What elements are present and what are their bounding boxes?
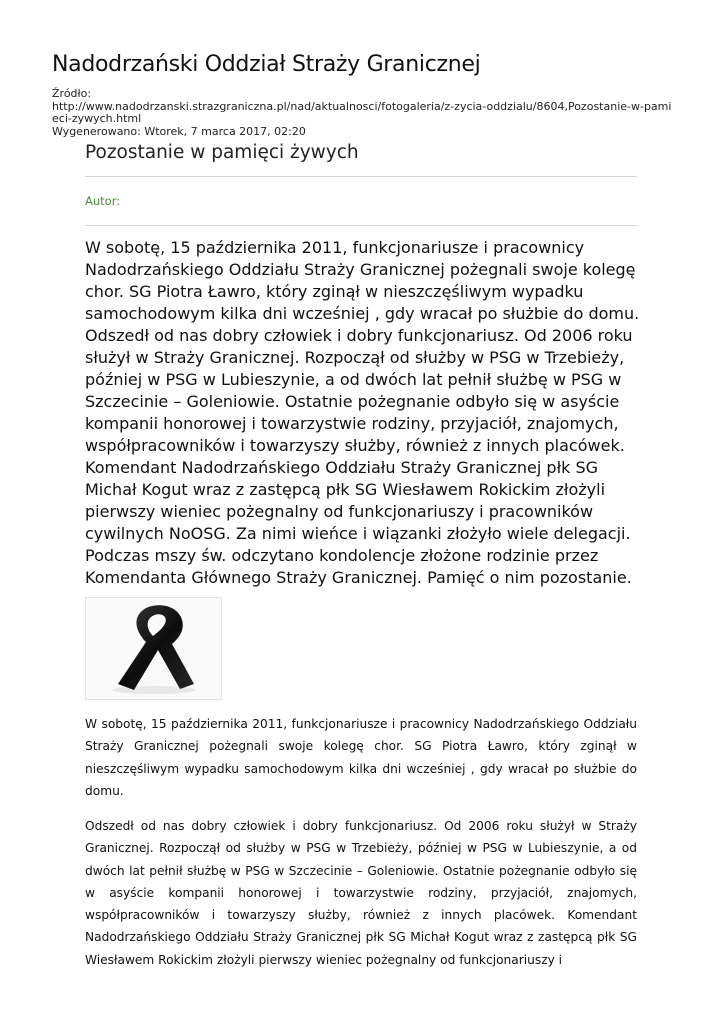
divider-bottom [85,225,637,226]
author-label: Autor: [85,194,121,208]
article-title: Pozostanie w pamięci żywych [85,142,359,163]
divider-top [85,176,637,177]
site-title: Nadodrzański Oddział Straży Granicznej [52,52,481,77]
article-lead: W sobotę, 15 października 2011, funkcjonariusze i pracownicy Nadodrzańskiego Oddziału Straży Granicznej pożegnali swoje kolegę chor. SG Piotra Ławro, który zginął w nieszczęśliwym wypadku samochodowym kilka dni wcześniej , gdy wracał po służbie do domu. Odszedł od nas dobry człowiek i dobry funkcjonariusz. Od 2006 roku służył w Straży Granicznej. Rozpoczął od służby w PSG w Trzebieży, później w PSG w Lubieszynie, a od dwóch lat pełnił służbę w PSG w Szczecinie – Goleniowie. Ostatnie pożegnanie odbyło się w asyście kompanii honorowej i towarzystwie rodziny, przyjaciół, znajomych, współpracowników i towarzyszy służby, również z innych placówek. Komendant Nadodrzańskiego Oddziału Straży Granicznej płk SG Michał Kogut wraz z zastępcą płk SG Wiesławem Rokickim złożyli pierwszy wieniec pożegnalny od funkcjonariuszy i pracowników cywilnych NoOSG. Za nimi wieńce i wiązanki złożyło wiele delegacji. Podczas mszy św. odczytano kondolencje złożone rodzinie przez Komendanta Głównego Straży Granicznej. Pamięć o nim pozostanie. [85,238,640,587]
article-paragraph-2: Odszedł od nas dobry człowiek i dobry funkcjonariusz. Od 2006 roku służył w Straży Granicznej. Rozpoczął od służby w PSG w Trzebieży, później w PSG w Lubieszynie, a od dwóch lat pełnił służbę w PSG w Szczecinie – Goleniowie. Ostatnie pożegnanie odbyło się w asyście kompanii honorowej i towarzystwie rodziny, przyjaciół, znajomych, współpracowników i towarzyszy służby, również z innych placówek. Komendant Nadodrzańskiego Oddziału Straży Granicznej płk SG Michał Kogut wraz z zastępcą płk SG Wiesławem Rokickim złożyli pierwszy wieniec pożegnalny od funkcjonariuszy i [85,819,637,967]
article-photo[interactable] [85,597,222,700]
mourning-ribbon-icon [86,598,221,699]
source-url[interactable]: http://www.nadodrzanski.strazgraniczna.pl/nad/aktualnosci/fotogaleria/z-zycia-oddzialu/8604,Pozostanie-w-pamieci-zywych.html [52,99,672,125]
generated-timestamp: Wygenerowano: Wtorek, 7 marca 2017, 02:20 [52,124,306,138]
source-meta [52,88,674,138]
article-paragraph-1: W sobotę, 15 października 2011, funkcjonariusze i pracownicy Nadodrzańskiego Oddziału Straży Granicznej pożegnali swoje kolegę chor. SG Piotra Ławro, który zginął w nieszczęśliwym wypadku samochodowym kilka dni wcześniej , gdy wracał po służbie do domu. [85,717,637,798]
source-label: Źródło: [52,87,92,100]
